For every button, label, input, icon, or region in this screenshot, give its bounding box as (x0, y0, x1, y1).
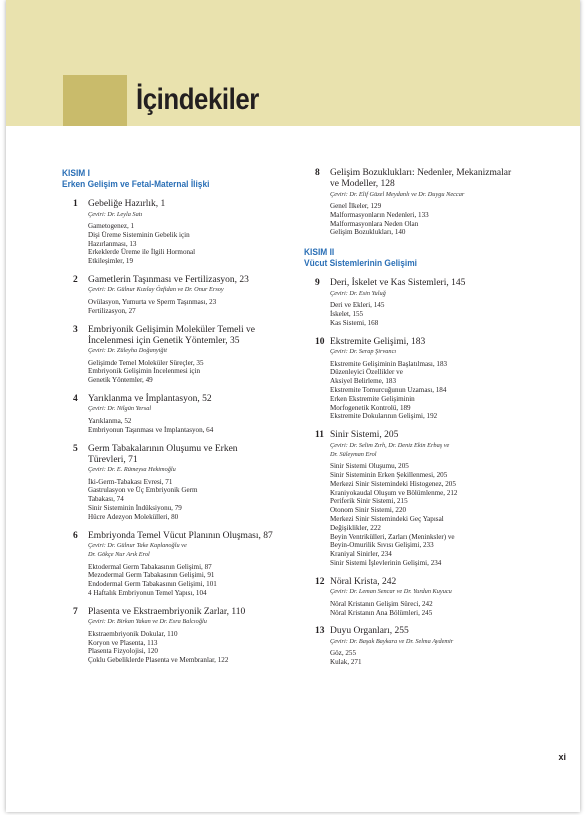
subsection-entry: Etkileşimler, 19 (88, 257, 134, 266)
subsection-entry: Periferik Sinir Sistemi, 215 (330, 497, 408, 506)
chapter-number: 4 (73, 393, 78, 404)
chapter-title: Embriyonik Gelişimin Moleküler Temeli ve (88, 324, 255, 335)
chapter-subsections (330, 301, 544, 327)
chapter-translator: Çeviri: Dr. Serap Şirvancı (330, 348, 397, 356)
toc-left-column (62, 168, 298, 675)
chapter-entry (62, 275, 298, 316)
subsection-entry: Göz, 255 (330, 649, 357, 658)
chapter-number: 9 (315, 278, 320, 289)
chapter-translator: Çeviri: Dr. Leman Sencar ve Dr. Yurdun Kuyucu (330, 588, 452, 596)
subsection-entry: Merkezi Sinir Sistemindeki Geç Yapısal (330, 514, 444, 523)
page-number: xi (558, 752, 566, 762)
subsection-entry: Beyin Ventrikülleri, Zarları (Meninksler) ve (330, 532, 455, 541)
chapter-entry (304, 168, 544, 237)
subsection-entry: Yarıklanma, 52 (88, 416, 132, 425)
subsection-entry: Malformasyonların Nedenleri, 133 (330, 210, 429, 219)
chapter-subsections (330, 462, 544, 568)
title-accent-box (63, 75, 127, 126)
subsection-entry: Kulak, 271 (330, 658, 362, 667)
section-title: Vücut Sistemlerinin Gelişimi (304, 257, 417, 268)
section-label: KISIM II (304, 247, 335, 258)
subsection-entry: Çoklu Gebeliklerde Plasenta ve Membranlar, 122 (88, 656, 229, 665)
chapter-title: Gelişim Bozuklukları: Nedenler, Mekanizmalar (330, 168, 512, 178)
subsection-entry: Düzenleyici Özellikler ve (330, 368, 403, 377)
toc-section (62, 168, 298, 665)
subsection-entry: Beyin-Omurilik Sıvısı Gelişimi, 233 (330, 541, 434, 550)
subsection-entry: Otonom Sinir Sistemi, 220 (330, 506, 407, 515)
chapter-subsections (330, 600, 544, 618)
subsection-entry: 4 Haftalık Embriyonun Temel Yapısı, 104 (88, 588, 207, 597)
chapter-entry (304, 626, 544, 667)
chapter-title: Nöral Krista, 242 (330, 576, 397, 587)
chapter-translator: Dr. Süleyman Erol (330, 450, 377, 458)
chapter-entry (304, 577, 544, 618)
chapter-number: 5 (73, 443, 78, 454)
subsection-entry: Erkeklerde Üreme ile İlgili Hormonal (88, 248, 196, 257)
subsection-entry: Tabakası, 74 (88, 495, 124, 504)
chapter-title: Deri, İskelet ve Kas Sistemleri, 145 (330, 278, 466, 289)
subsection-entry: Nöral Kristanın Ana Bölümleri, 245 (330, 608, 433, 617)
subsection-entry: Malformasyonlara Neden Olan (330, 219, 419, 228)
chapter-translator: Çeviri: Dr. Gülnur Take Kaplanoğlu ve (88, 542, 187, 550)
chapter-number: 12 (315, 576, 325, 587)
subsection-entry: Kas Sistemi, 168 (330, 318, 379, 327)
chapter-subsections (88, 359, 298, 385)
subsection-entry: Merkezi Sinir Sistemindeki Histogenez, 205 (330, 479, 456, 488)
subsection-entry: Kraniyal Sinirler, 234 (330, 550, 392, 559)
subsection-entry: Ekstremite Dokularının Gelişimi, 192 (330, 412, 438, 421)
subsection-entry: Sinir Sisteminin Erken Şekillenmesi, 205 (330, 470, 448, 479)
chapter-translator: Çeviri: Dr. Leyla Satı (88, 210, 143, 218)
subsection-entry: Gelişim Bozuklukları, 140 (330, 228, 406, 237)
subsection-entry: Sinir Sistemi Oluşumu, 205 (330, 462, 409, 471)
subsection-entry: Embriyonun Taşınması ve İmplantasyon, 64 (88, 425, 214, 434)
chapter-title: Embriyonda Temel Vücut Planının Oluşması, 87 (88, 530, 273, 541)
subsection-entry: Nöral Kristanın Gelişim Süreci, 242 (330, 599, 433, 608)
subsection-entry: Endodermal Germ Tabakasının Gelişimi, 101 (88, 580, 217, 589)
chapter-title: Türevleri, 71 (88, 454, 138, 465)
chapter-subsections (88, 478, 298, 522)
section-title: Erken Gelişim ve Fetal-Maternal İlişki (62, 178, 210, 189)
subsection-entry: Deri ve Ekleri, 145 (330, 301, 385, 310)
chapter-entry (62, 531, 298, 598)
toc-section (304, 168, 544, 237)
chapter-title: İncelenmesi için Genetik Yöntemler, 35 (88, 335, 240, 346)
chapter-title: Duyu Organları, 255 (330, 626, 409, 637)
chapter-translator: Çeviri: Dr. Selim Zırh, Dr. Deniz Ekin Erbaş ve (330, 441, 450, 449)
chapter-translator: Çeviri: Dr. Elif Güzel Meydanlı ve Dr. Duygu Neccar (330, 190, 465, 198)
subsection-entry: Plasenta Fizyolojisi, 120 (88, 647, 158, 656)
subsection-entry: Ovülasyon, Yumurta ve Sperm Taşınması, 23 (88, 297, 217, 306)
chapter-number: 1 (73, 199, 78, 209)
chapter-entry (62, 394, 298, 435)
page (6, 0, 580, 812)
chapter-entry (62, 199, 298, 266)
page-title: İçindekiler (136, 83, 259, 116)
chapter-title: Ekstremite Gelişimi, 183 (330, 336, 426, 347)
toc-section (304, 247, 544, 667)
chapter-subsections (88, 417, 298, 435)
chapter-title: Plasenta ve Ekstraembriyonik Zarlar, 110 (88, 606, 246, 617)
chapter-number: 6 (73, 530, 78, 541)
chapter-translator: Çeviri: Dr. Esin Yuluğ (330, 289, 386, 297)
subsection-entry: İki-Germ-Tabakası Evresi, 71 (88, 477, 173, 486)
chapter-entry (304, 337, 544, 422)
chapter-translator: Çeviri: Dr. Başak Baykara ve Dr. Selma Aydemir (330, 637, 454, 645)
chapter-title: Germ Tabakalarının Oluşumu ve Erken (88, 443, 238, 454)
chapter-translator: Çeviri: Dr. Gülnur Kızılay Özfidan ve Dr. Onur Ersoy (88, 286, 224, 294)
subsection-entry: Ektodermal Germ Tabakasının Gelişimi, 87 (88, 562, 212, 571)
subsection-entry: Genel İlkeler, 129 (330, 202, 382, 210)
subsection-entry: Embriyonik Gelişimin İncelenmesi için (88, 367, 201, 376)
chapter-translator: Çeviri: Dr. Birkan Yakan ve Dr. Esra Balcıoğlu (88, 618, 207, 626)
chapter-subsections (330, 202, 544, 237)
chapter-number: 8 (315, 168, 320, 178)
chapter-subsections (88, 298, 298, 316)
subsection-entry: Gastrulasyon ve Üç Embriyonik Germ (88, 486, 198, 495)
subsection-entry: Koryon ve Plasenta, 113 (88, 638, 158, 647)
chapter-subsections (88, 563, 298, 598)
subsection-entry: Ekstremite Gelişiminin Başlatılması, 183 (330, 359, 448, 368)
subsection-entry: Ekstraembriyonik Dokular, 110 (88, 629, 178, 638)
chapter-entry (62, 444, 298, 522)
subsection-entry: İskelet, 155 (330, 309, 364, 318)
chapter-subsections (330, 360, 544, 422)
subsection-entry: Kraniyokaudal Oluşum ve Bölümlenme, 212 (330, 488, 458, 497)
chapter-title: Sinir Sistemi, 205 (330, 430, 399, 441)
subsection-entry: Hazırlanması, 13 (88, 239, 137, 248)
subsection-entry: Gametogenez, 1 (88, 222, 135, 230)
chapter-entry (304, 278, 544, 327)
chapter-number: 13 (315, 626, 325, 637)
chapter-number: 10 (315, 336, 325, 347)
section-label: KISIM I (62, 168, 90, 178)
chapter-number: 7 (73, 606, 78, 617)
subsection-entry: Erken Ekstremite Gelişiminin (330, 394, 415, 403)
subsection-entry: Hücre Adezyon Molekülleri, 80 (88, 512, 179, 521)
chapter-number: 2 (73, 274, 78, 285)
chapter-title: Gametlerin Taşınması ve Fertilizasyon, 23 (88, 274, 249, 285)
chapter-title: Gebeliğe Hazırlık, 1 (88, 199, 166, 209)
subsection-entry: Dişi Üreme Sisteminin Gebelik için (88, 230, 190, 239)
subsection-entry: Değişiklikler, 222 (330, 523, 381, 532)
chapter-title: ve Modeller, 128 (330, 179, 395, 189)
chapter-number: 11 (315, 430, 324, 441)
subsection-entry: Mezodermal Germ Tabakasının Gelişimi, 91 (88, 571, 215, 580)
chapter-translator: Çeviri: Dr. Nilgün Yersal (88, 405, 152, 413)
chapter-subsections (88, 222, 298, 266)
subsection-entry: Ekstremite Tomurcuğunun Uzaması, 184 (330, 385, 447, 394)
chapter-subsections (88, 630, 298, 665)
subsection-entry: Sinir Sistemi İşlevlerinin Gelişimi, 234 (330, 558, 442, 567)
subsection-entry: Morfogenetik Kontrolü, 189 (330, 403, 411, 412)
toc-right-column (304, 168, 544, 677)
chapter-translator: Çeviri: Dr. Züleyha Doğanyiğit (88, 347, 168, 355)
chapter-entry (62, 607, 298, 665)
chapter-translator: Dr. Gökçe Nur Arık Erol (88, 551, 150, 559)
header-band (6, 0, 580, 126)
subsection-entry: Genetik Yöntemler, 49 (88, 376, 153, 385)
subsection-entry: Sinir Sisteminin İndüksiyonu, 79 (88, 503, 182, 512)
subsection-entry: Fertilizasyon, 27 (88, 306, 136, 315)
chapter-title: Yarıklanma ve İmplantasyon, 52 (88, 393, 212, 404)
chapter-number: 3 (73, 324, 78, 335)
chapter-translator: Çeviri: Dr. E. Rümeysa Hekimoğlu (88, 466, 176, 474)
subsection-entry: Aksiyel Belirleme, 183 (330, 377, 396, 386)
subsection-entry: Gelişimde Temel Moleküler Süreçler, 35 (88, 358, 204, 367)
chapter-entry (304, 430, 544, 568)
chapter-subsections (330, 649, 544, 667)
chapter-entry (62, 325, 298, 385)
